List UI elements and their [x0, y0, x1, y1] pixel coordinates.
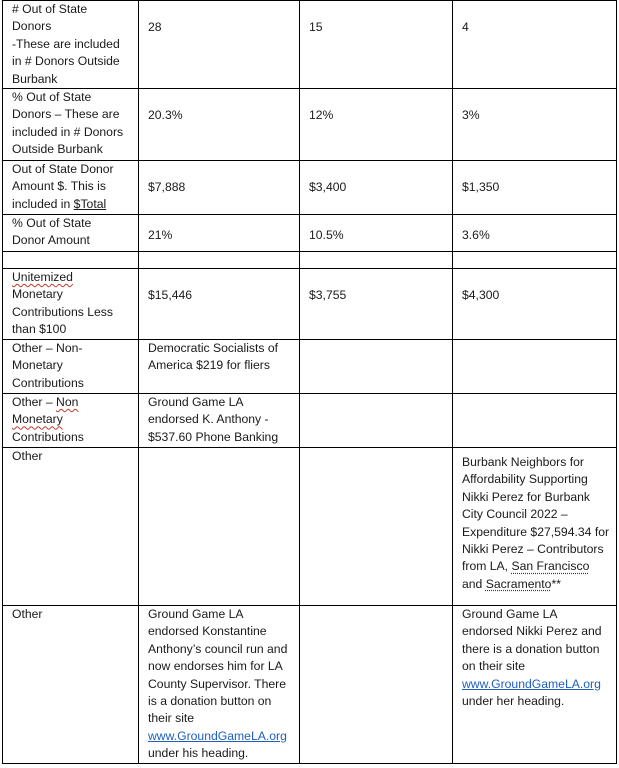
- cell-text-sac: Sacramento: [485, 576, 552, 591]
- cell-text: Ground Game LA endorsed Nikki Perez and there is a donation button on their site: [462, 607, 602, 674]
- cell-value: Ground Game LA endorsed K. Anthony - $537.60 Phone Banking: [148, 395, 279, 444]
- cell-value: 3.6%: [462, 228, 490, 243]
- row-label: [3, 269, 139, 340]
- row-label: [3, 1, 139, 89]
- row-label: [3, 394, 139, 448]
- label-line: Monetary: [12, 412, 63, 427]
- label-line: Donors – These are: [12, 107, 120, 122]
- table-cell: [300, 269, 453, 340]
- table-row: [3, 448, 617, 606]
- table-cell: [453, 252, 617, 269]
- cell-text: Ground Game LA endorsed Konstantine Anthony’s council run and now endorses him for LA County Supervisor. There is a donation button on their site: [148, 607, 288, 726]
- cell-text-and: and: [462, 576, 483, 591]
- label-line: -These are included: [12, 36, 120, 51]
- label-line: included in # Donors: [12, 124, 124, 139]
- table-cell: [453, 215, 617, 252]
- row-label: [3, 606, 139, 764]
- label-line: Other: [12, 607, 43, 622]
- cell-text-end: **: [551, 576, 561, 591]
- table-cell: [453, 606, 617, 764]
- table-cell: [139, 215, 300, 252]
- empty-row: [3, 252, 617, 269]
- label-line: Donors: [12, 19, 52, 34]
- row-label: [3, 215, 139, 252]
- table-cell: [453, 269, 617, 340]
- cell-value: 28: [148, 20, 162, 34]
- cell-value: 20.3%: [148, 108, 183, 123]
- table-cell: [453, 394, 617, 448]
- label-line: Contributions: [12, 375, 84, 390]
- table-cell: [300, 394, 453, 448]
- row-label: [3, 161, 139, 215]
- table-row: [3, 340, 617, 394]
- cell-value: 12%: [309, 108, 334, 123]
- cell-value: 3%: [462, 108, 480, 123]
- cell-value: $1,350: [462, 180, 500, 195]
- cell-value: 21%: [148, 228, 173, 243]
- cell-text-sf: San Francisco: [511, 559, 590, 574]
- table-cell: [300, 606, 453, 764]
- label-line: % Out of State: [12, 90, 92, 105]
- cell-value: $15,446: [148, 288, 193, 303]
- table-cell: [300, 89, 453, 161]
- label-line: Out of State Donor: [12, 162, 114, 177]
- label-line: Unitemized: [12, 270, 73, 285]
- table-row: [3, 606, 617, 764]
- donor-comparison-table: [2, 0, 617, 764]
- table-cell: [453, 340, 617, 394]
- table-cell: [3, 252, 139, 269]
- label-line: Other: [12, 449, 43, 464]
- label-line: Amount $. This is: [12, 179, 106, 194]
- label-line: Other – Non-: [12, 341, 83, 356]
- table-row: [3, 161, 617, 215]
- row-label: [3, 89, 139, 161]
- ground-game-link[interactable]: www.GroundGameLA.org: [148, 728, 287, 743]
- cell-value: 15: [309, 20, 323, 34]
- ground-game-link[interactable]: www.GroundGameLA.org: [462, 676, 601, 691]
- label-line: Monetary: [12, 358, 63, 373]
- table-cell: [453, 1, 617, 89]
- table-cell: [453, 89, 617, 161]
- table-cell: [139, 394, 300, 448]
- row-label: [3, 448, 139, 606]
- cell-value: $3,400: [309, 180, 347, 195]
- cell-text-main: Burbank Neighbors for Affordability Supporting Nikki Perez for Burbank City Council 2022 – Expenditure $27,594.34 for Nikki Perez – Contributors from LA,: [462, 455, 610, 574]
- table-row: [3, 394, 617, 448]
- cell-value: 4: [462, 20, 469, 34]
- table-cell: [300, 161, 453, 215]
- table-cell: [139, 606, 300, 764]
- label-line: Contributions Less: [12, 304, 113, 319]
- cell-value: $4,300: [462, 288, 500, 303]
- table-cell: [300, 252, 453, 269]
- label-line: Contributions: [12, 429, 84, 444]
- label-line: Donor Amount: [12, 233, 90, 248]
- label-line: Outside Burbank: [12, 142, 103, 157]
- label-line: % Out of State: [12, 216, 92, 231]
- table-cell: [300, 1, 453, 89]
- row-label: [3, 340, 139, 394]
- table-cell: [139, 448, 300, 606]
- table-cell: [139, 1, 300, 89]
- label-line-tail: $Total: [73, 196, 107, 211]
- table-cell: [453, 448, 617, 606]
- table-row: [3, 89, 617, 161]
- label-line: Non: [56, 395, 79, 410]
- table-row: [3, 269, 617, 340]
- table-cell: [139, 89, 300, 161]
- label-line: included in: [12, 196, 74, 211]
- table-cell: [139, 161, 300, 215]
- label-line: Other –: [12, 395, 57, 410]
- label-line: # Out of State: [12, 2, 88, 16]
- table-row: [3, 215, 617, 252]
- cell-value: Democratic Socialists of America $219 for fliers: [148, 341, 279, 373]
- cell-value: $3,755: [309, 288, 347, 303]
- cell-value: $7,888: [148, 180, 186, 195]
- label-line: than $100: [12, 322, 67, 337]
- table-cell: [300, 215, 453, 252]
- label-line: Monetary: [12, 287, 63, 302]
- cell-text: under his heading.: [148, 746, 249, 761]
- cell-text: under her heading.: [462, 694, 565, 709]
- cell-value: 10.5%: [309, 228, 344, 243]
- table-cell: [453, 161, 617, 215]
- label-line: Burbank: [12, 71, 58, 86]
- table-row: [3, 1, 617, 89]
- table-cell: [139, 269, 300, 340]
- label-line: in # Donors Outside: [12, 54, 120, 69]
- table-cell: [300, 340, 453, 394]
- table-cell: [300, 448, 453, 606]
- table-cell: [139, 340, 300, 394]
- table-cell: [139, 252, 300, 269]
- cell-text: [462, 448, 610, 593]
